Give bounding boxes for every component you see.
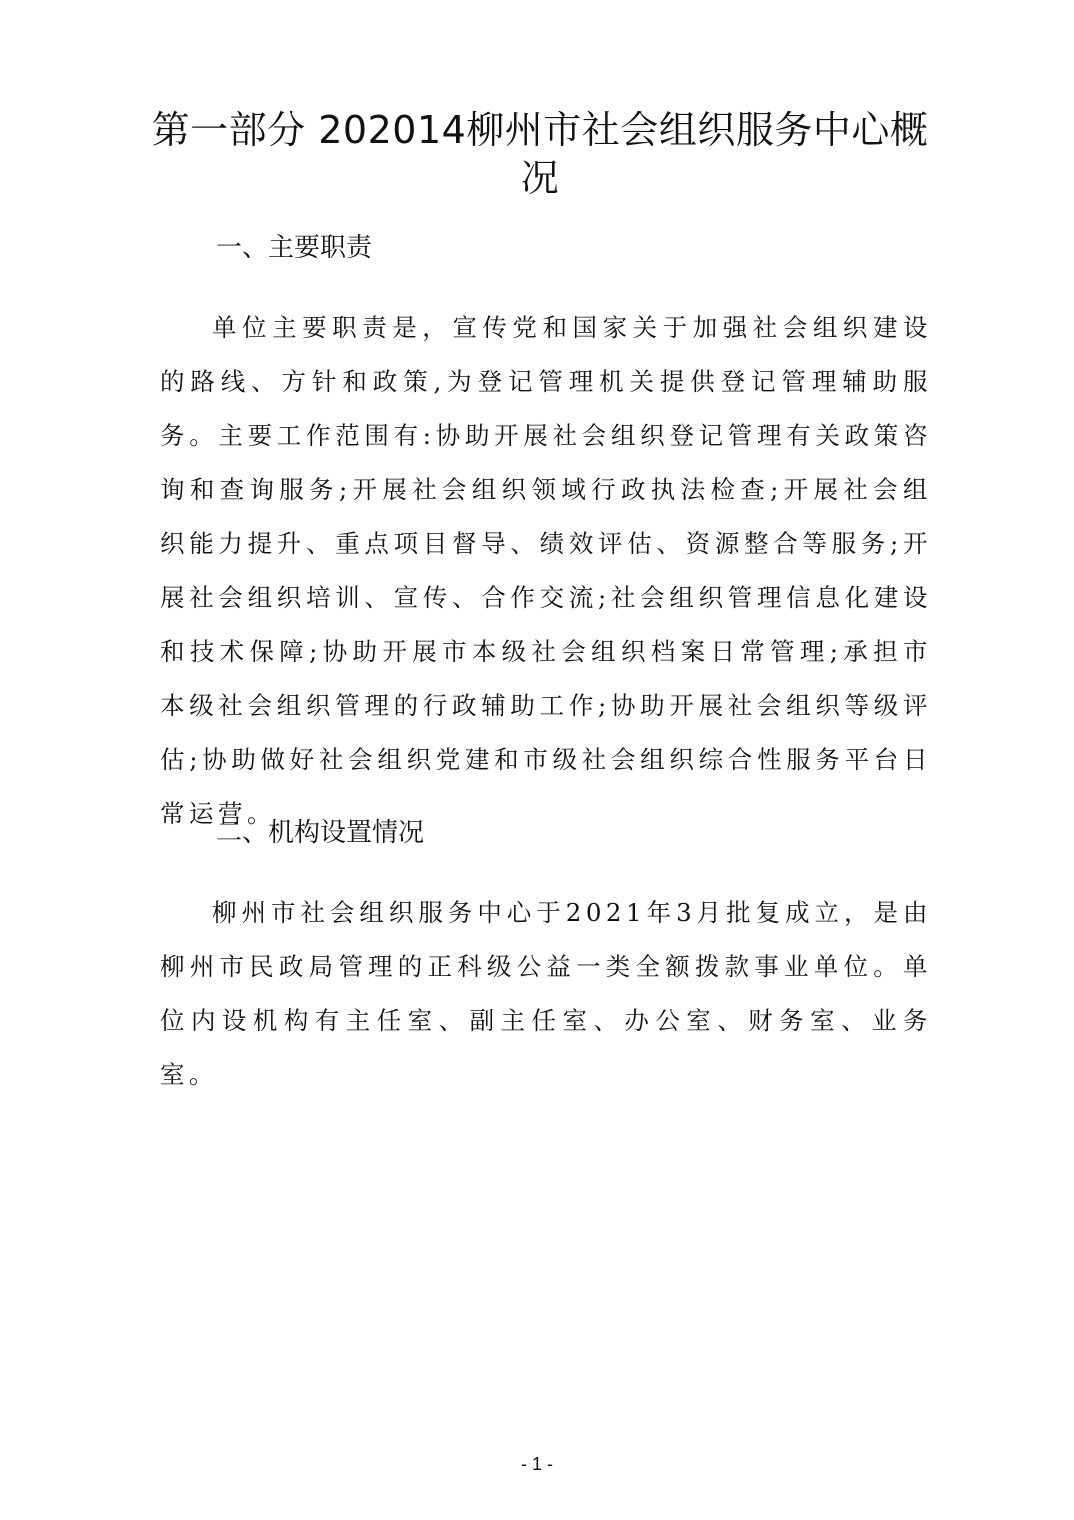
section-heading-organization: 二、机构设置情况 xyxy=(216,818,425,848)
section-heading-main-duties: 一、主要职责 xyxy=(216,233,373,263)
page-number: - 1 - xyxy=(520,1454,553,1474)
section-paragraph-main-duties: 单位主要职责是，宣传党和国家关于加强社会组织建设的路线、方针和政策,为登记管理机关提供登记管理辅助服务。主要工作范围有:协助开展社会组织登记管理有关政策咨询和查询服务;开展社会组织领域行政执法检查;开展社会组织能力提升、重点项目督导、绩效评估、资源整合等服务;开展社会组织培训、宣传、合作交流;社会组织管理信息化建设和技术保障;协助开展市本级社会组织档案日常管理;承担市本级社会组织管理的行政辅助工作;协助开展社会组织等级评估;协助做好社会组织党建和市级社会组织综合性服务平台日常运营。 xyxy=(160,313,932,828)
page-title: 第一部分 202014柳州市社会组织服务中心概况 xyxy=(151,108,929,200)
section-paragraph-organization: 柳州市社会组织服务中心于2021年3月批复成立，是由柳州市民政局管理的正科级公益一类全额拨款事业单位。单位内设机构有主任室、副主任室、办公室、财务室、业务室。 xyxy=(160,898,932,1089)
